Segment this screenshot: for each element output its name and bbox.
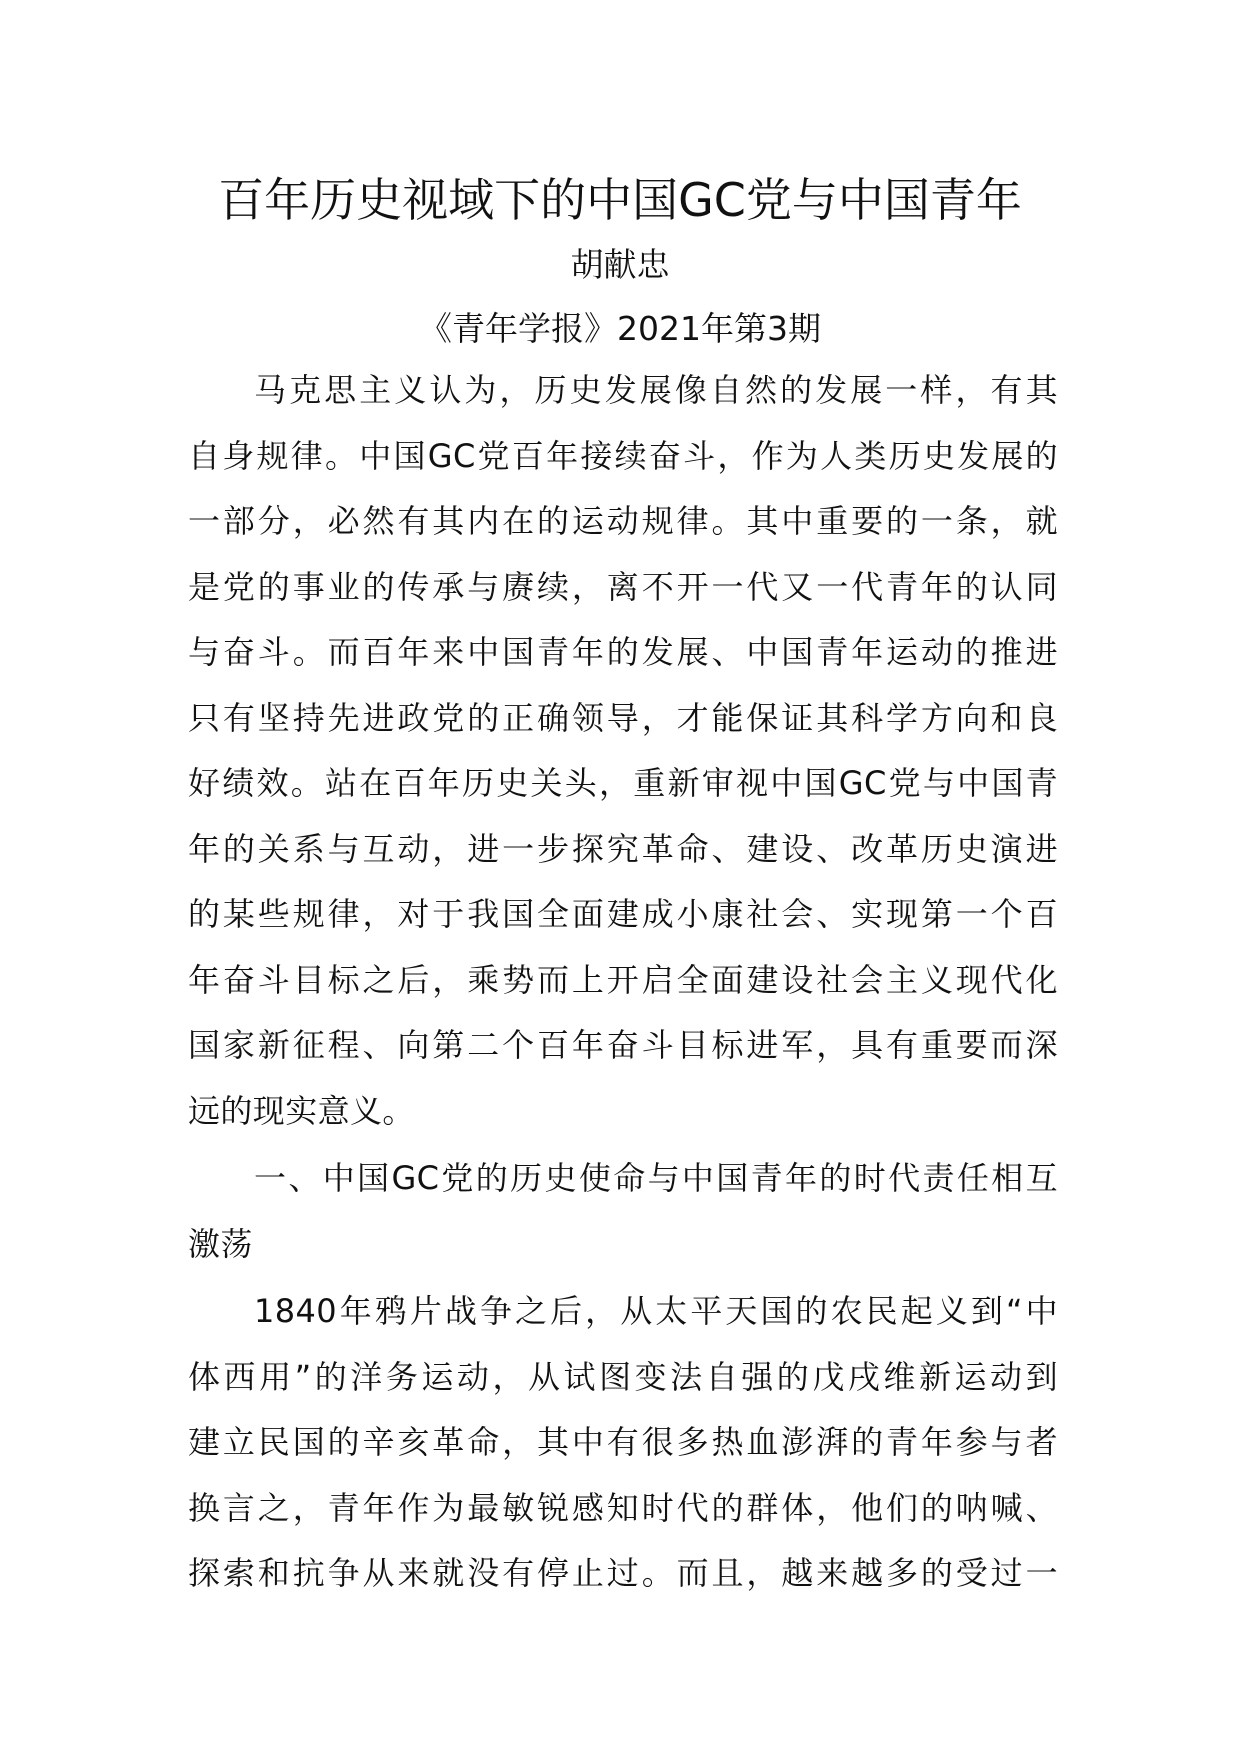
journal-source: 《青年学报》2021年第3期 (419, 309, 821, 348)
text-line: 马克思主义认为，历史发展像自然的发展一样，有其 (254, 371, 1058, 409)
text-line: 建立民国的辛亥革命，其中有很多热血澎湃的青年参与者 (188, 1423, 1058, 1461)
text-line: 一部分，必然有其内在的运动规律。其中重要的一条，就 (188, 502, 1058, 540)
text-line: 换言之，青年作为最敏锐感知时代的群体，他们的呐喊、 (188, 1488, 1058, 1527)
text-line: 年的关系与互动，进一步探究革命、建设、改革历史演进 (188, 829, 1058, 868)
text-line: 国家新征程、向第二个百年奋斗目标进军，具有重要而深 (188, 1026, 1058, 1064)
text-line: 与奋斗。而百年来中国青年的发展、中国青年运动的推进 (188, 633, 1058, 671)
text-line: 1840年鸦片战争之后，从太平天国的农民起义到“中 (254, 1292, 1058, 1330)
author-name: 胡献忠 (570, 245, 670, 284)
paragraph-history (188, 1279, 1058, 1607)
text-line: 探索和抗争从来就没有停止过。而且，越来越多的受过一 (188, 1554, 1058, 1592)
text-line: 自身规律。中国GC党百年接续奋斗，作为人类历史发展的 (188, 436, 1058, 475)
heading-line: 一、中国GC党的历史使命与中国青年的时代责任相互 (254, 1159, 1058, 1197)
section-heading (188, 1146, 1058, 1277)
text-line: 体西用”的洋务运动，从试图变法自强的戊戌维新运动到 (188, 1357, 1058, 1396)
text-line: 是党的事业的传承与赓续，离不开一代又一代青年的认同 (188, 567, 1058, 606)
heading-line: 激荡 (188, 1224, 253, 1263)
article-body (188, 358, 1058, 1607)
text-line: 远的现实意义。 (188, 1091, 415, 1130)
text-line: 好绩效。站在百年历史关头，重新审视中国GC党与中国青 (188, 764, 1058, 802)
text-line: 只有坚持先进政党的正确领导，才能保证其科学方向和良 (188, 698, 1058, 737)
page-title: 百年历史视域下的中国GC党与中国青年 (218, 173, 1022, 227)
paragraph-intro (188, 358, 1058, 1144)
text-line: 年奋斗目标之后，乘势而上开启全面建设社会主义现代化 (188, 960, 1058, 999)
text-line: 的某些规律，对于我国全面建成小康社会、实现第一个百 (188, 895, 1058, 933)
